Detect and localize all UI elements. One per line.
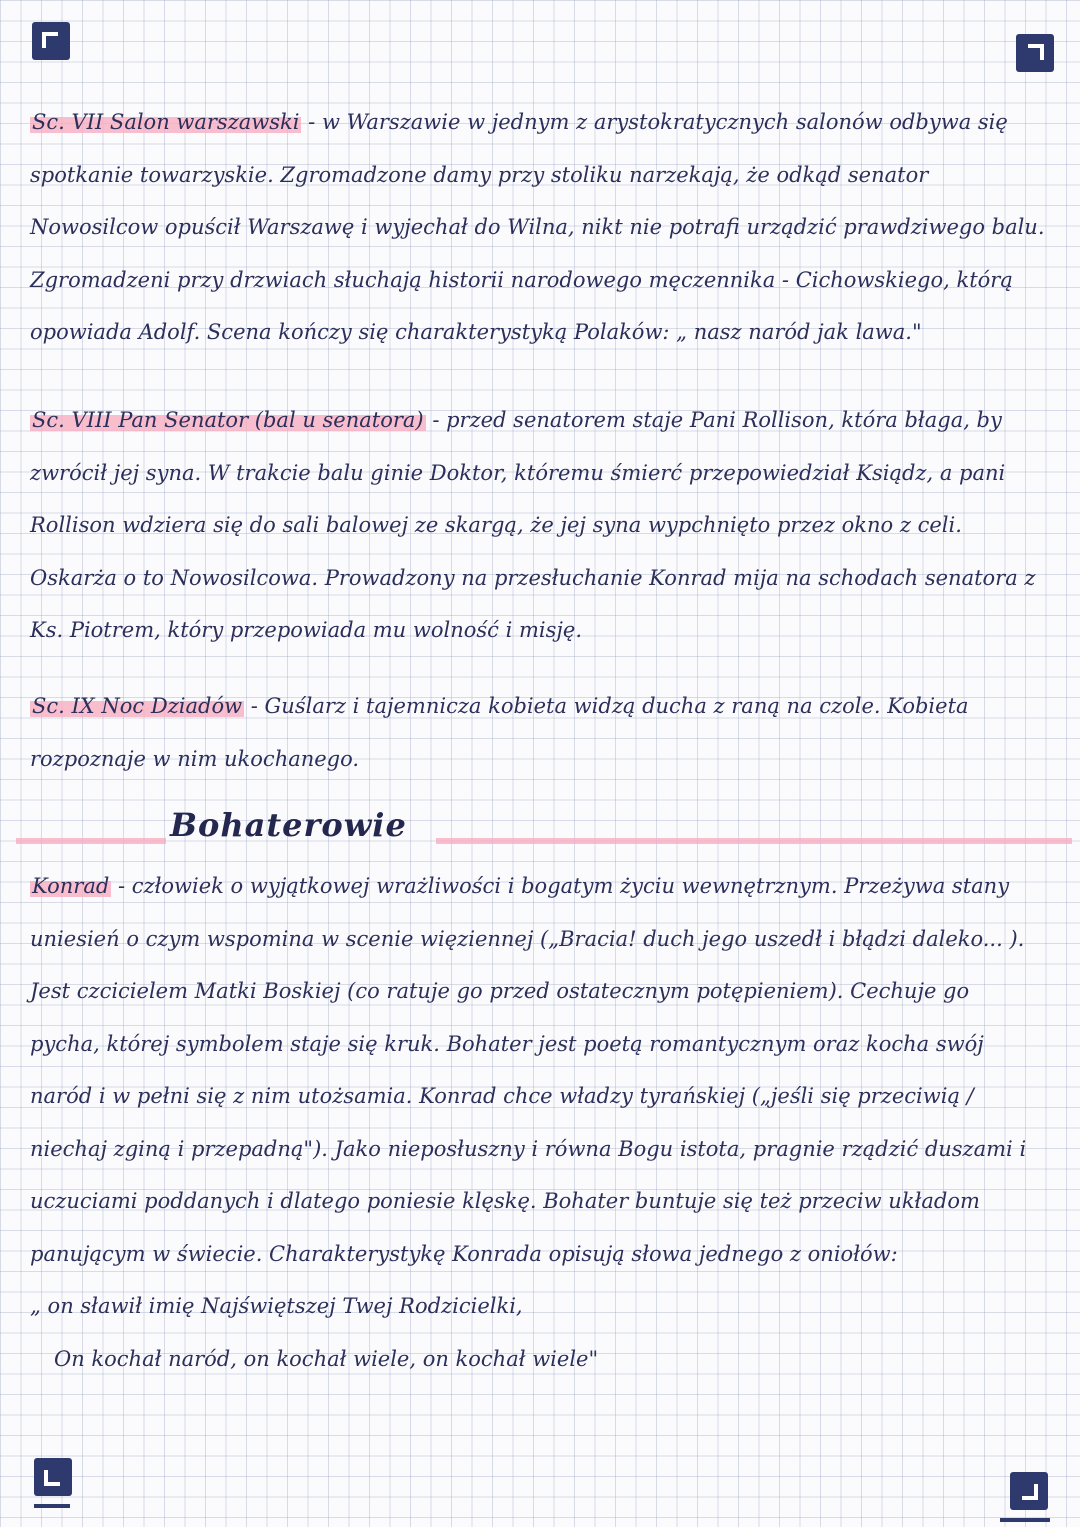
section-body: - w Warszawie w jednym z arystokratycznych salonów odbywa się spotkanie towarzyskie. Zgromadzone damy przy stoliku narzekają, że odkąd senator Nowosilcow opuścił Warszawę i wyjechał do Wilna, nikt nie potrafi urządzić prawdziwego balu. Zgromadzeni przy drzwiach słuchają historii narodowego męczennika - Cichowskiego, którą opowiada Adolf. Scena kończy się charakterystyką Polaków: „ nasz naród jak lawa." xyxy=(30,110,1045,344)
corner-mark-top-right xyxy=(1016,34,1054,72)
hero-description: - człowiek o wyjątkowej wrażliwości i bogatym życiu wewnętrznym. Przeżywa stany uniesień o czym wspomina w scenie więziennej („Bracia! duch jego uszedł i błądzi daleko... ). Jest czcicielem Matki Boskiej (co ratuje go przed ostatecznym potępieniem). Cechuje go pycha, której symbolem staje się kruk. Bohater jest poetą romantycznym oraz kocha swój naród i w pełni się z nim utożsamia. Konrad chce władzy tyrańskiej („jeśli się przeciwią / niechaj zginą i przepadną"). Jako nieposłuszny i równa Bogu istota, pragnie rządzić duszami i uczuciami poddanych i dlatego poniesie klęskę. Bohater buntuje się też przeciw układom panującym w świecie. Charakterystykę Konrada opisują słowa jednego z oniołów: xyxy=(30,874,1027,1266)
section-title: Sc. VII Salon warszawski xyxy=(32,110,300,134)
section-title: Sc. VIII Pan Senator (bal u senatora) xyxy=(32,408,424,432)
heading-underline-left xyxy=(16,838,166,844)
corner-mark-top-left xyxy=(32,22,70,60)
section-title: Sc. IX Noc Dziadów xyxy=(32,694,243,718)
section-body: - przed senatorem staje Pani Rollison, która błaga, by zwrócił jej syna. W trakcie balu ginie Doktor, któremu śmierć przepowiedział Ksiądz, a pani Rollison wdziera się do sali balowej ze skargą, że jej syna wypchnięto przez okno z celi. Oskarża o to Nowosilcowa. Prowadzony na przesłuchanie Konrad mija na schodach senatora z Ks. Piotrem, który przepowiada mu wolność i misję. xyxy=(30,408,1036,642)
quote-line-1: „ on sławił imię Najświętszej Twej Rodzicielki, xyxy=(30,1294,523,1318)
quote-line-2: On kochał naród, on kochał wiele, on kochał wiele" xyxy=(54,1346,599,1371)
hero-konrad xyxy=(30,860,1045,1385)
section-body: - Guślarz i tajemnicza kobieta widzą ducha z raną na czole. Kobieta rozpoznaje w nim ukochanego. xyxy=(30,694,969,771)
corner-mark-bottom-right xyxy=(1010,1472,1048,1510)
corner-tick-bottom-left xyxy=(34,1504,70,1508)
corner-mark-bottom-left xyxy=(34,1458,72,1496)
heading-underline-right xyxy=(436,838,1072,844)
hero-name: Konrad xyxy=(32,874,110,898)
corner-tick-bottom-right xyxy=(1000,1518,1050,1522)
heroes-heading: Bohaterowie xyxy=(170,806,407,844)
section-scene-9 xyxy=(30,680,1045,785)
section-scene-7 xyxy=(30,96,1045,359)
section-scene-8 xyxy=(30,394,1045,657)
